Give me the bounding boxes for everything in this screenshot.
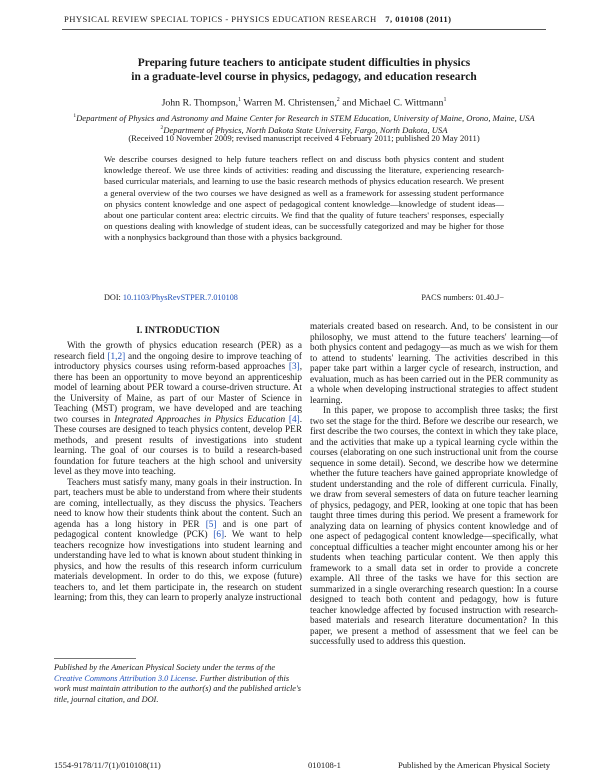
doi-pacs-line bbox=[104, 293, 504, 302]
author-3: Michael C. Wittmann bbox=[358, 97, 444, 109]
author-1-affil-mark: 1 bbox=[238, 97, 242, 103]
affiliation-2-text: Department of Physics, North Dakota State University, Fargo, North Dakota, USA bbox=[163, 124, 448, 135]
author-conjunction: and bbox=[342, 97, 357, 109]
publisher-note: Published by the American Physical Society bbox=[397, 760, 550, 770]
intro-paragraph-1: With the growth of physics education research (PER) as a research field [1,2] and the ongoing desire to improve teaching of introductory physics courses using reform-based approaches [3], there has been an opportunity to move beyond an apprenticeship model of learning about PER toward a course-driven structure. At the University of Maine, as part of our Master of Science in Teaching (MST) program, we have developed and are teaching two courses in Integrated Approaches in Physics Education [4]. These courses are designed to teach physics content, develop PER methods, and present results of investigations into student learning. The goal of our courses is to build a research-based foundation for future teachers at the high school and university level as they move into teaching. bbox=[54, 341, 303, 477]
paper-title bbox=[62, 57, 546, 84]
author-list bbox=[62, 97, 546, 108]
author-3-affil-mark: 1 bbox=[443, 97, 447, 103]
right-column bbox=[310, 322, 558, 648]
intro-paragraph-3: In this paper, we propose to accomplish three tasks; the first two set the stage for the third. Before we describe our research, we first describe the two courses, the context in which they take place, and the activities that make up a typical learning cycle within the courses (elaborating on one such instructional unit from the course sequence in some detail). Second, we describe how we determine whether the future teachers have gained appropriate knowledge of student understanding and the role of different curricula. Finally, we draw from several semesters of data on future teacher learning of physics, pedagogy, and PER, looking at one topic that has been taught three times during this period. We present a framework for analyzing data on learning of physics content knowledge and of one aspect of pedagogical content knowledge—specifically, what conceptual difficulties a teacher might encounter among his or her students when teaching particular content. We then apply this framework to a small data set in order to provide a concrete example. All three of the tasks we have for this section are summarized in a single overarching research question: In a course designed to teach both content and pedagogy, how is future teacher knowledge affected by focused instruction with research-based materials and research literature documentation? In this paper, we present a method of assessment that we feel can be successfully used to address this question. bbox=[310, 406, 558, 647]
section-heading-introduction: I. INTRODUCTION bbox=[136, 326, 220, 336]
running-header bbox=[64, 14, 544, 24]
title-line-2: in a graduate-level course in physics, pedagogy, and education research bbox=[131, 70, 477, 83]
journal-running-title: PHYSICAL REVIEW SPECIAL TOPICS - PHYSICS EDUCATION RESEARCH bbox=[64, 14, 377, 24]
reference-link[interactable]: [4] bbox=[288, 414, 300, 425]
header-divider bbox=[62, 29, 546, 30]
affiliation-2-mark: 2 bbox=[160, 124, 164, 131]
reference-link[interactable]: [1,2] bbox=[107, 351, 126, 362]
footnote-divider bbox=[54, 658, 136, 659]
reference-link[interactable]: [5] bbox=[205, 519, 217, 530]
reference-link[interactable]: [6] bbox=[213, 530, 225, 540]
affiliation-1-mark: 1 bbox=[73, 113, 77, 119]
affiliation-1 bbox=[40, 112, 568, 124]
affiliation-1-text: Department of Physics and Astronomy and Maine Center for Research in STEM Education, University of Maine, Orono, Maine, USA bbox=[76, 112, 535, 123]
citation: 7, 010108 (2011) bbox=[385, 14, 452, 24]
intro-paragraph-continued: materials created based on research. And, to be consistent in our philosophy, we must attend to the future teachers' learning—of both physics content and pedagogy—as much as we wish for them to attend to students' learning. The activities described in this paper take part within a larger cycle of research, instruction, and evaluation, much as has been carried out in the PER community as a whole when developing instructional strategies to affect student learning. bbox=[310, 322, 558, 406]
author-2-affil-mark: 2 bbox=[336, 97, 340, 103]
intro-paragraph-2: Teachers must satisfy many, many goals in their instruction. In part, teachers must be able to understand from where their students are coming, intellectually, as they discuss the physics. Teachers need to know how their students think about the content. Such an agenda has a long history in PER [5] and is one part of pedagogical content knowledge (PCK) [6]. We want to help teachers recognize how investigations into student learning and understanding have led to what is known about student thinking in physics, and how the results of this research inform curriculum materials development. In order to do this, we expose (future) teachers to, and let them participate in, the research on student learning; from this, they can learn to properly analyze instructional bbox=[54, 477, 303, 603]
title-line-1: Preparing future teachers to anticipate student difficulties in physics bbox=[137, 57, 471, 69]
license-footnote: Published by the American Physical Society under the terms of the Creative Commons Attribution 3.0 License. Further distribution of this work must maintain attribution to the author(s) and the published article's title, journal citation, and DOI. bbox=[54, 663, 301, 704]
reference-link[interactable]: [3] bbox=[288, 362, 300, 372]
author-1: John R. Thompson, bbox=[161, 97, 239, 109]
left-column bbox=[54, 323, 302, 604]
pacs-numbers: PACS numbers: 01.40.J− bbox=[421, 293, 504, 302]
page-number: 010108-1 bbox=[308, 760, 341, 770]
course-name: Integrated Approaches in Physics Education bbox=[114, 414, 286, 425]
received-dates: (Received 10 November 2009; revised manuscript received 4 February 2011; published 20 May 2011) bbox=[128, 133, 480, 143]
doi-link[interactable]: 10.1103/PhysRevSTPER.7.010108 bbox=[122, 293, 238, 302]
doi-label: DOI: bbox=[104, 293, 121, 302]
issn-identifier: 1554-9178/11/7(1)/010108(11) bbox=[54, 760, 161, 770]
license-link[interactable]: Creative Commons Attribution 3.0 License bbox=[54, 673, 196, 683]
affiliations bbox=[40, 112, 568, 135]
author-2: Warren M. Christensen, bbox=[243, 97, 337, 109]
abstract: We describe courses designed to help future teachers reflect on and discuss both physics content and student knowledge thereof. We use three kinds of activities: reading and discussing the literature, experiencing research-based curricular materials, and learning to use the basic research methods of physics education research. We present a general overview of the two courses we have designed as well as a framework for assessing student performance on physics content knowledge and one aspect of pedagogical content knowledge—knowledge of student ideas—about one particular content area: electric circuits. We find that the quality of future teachers' responses, especially on questions dealing with knowledge of student ideas, can be successfully categorized and may be higher for those with a nonphysics background than those with a physics background. bbox=[104, 154, 504, 243]
